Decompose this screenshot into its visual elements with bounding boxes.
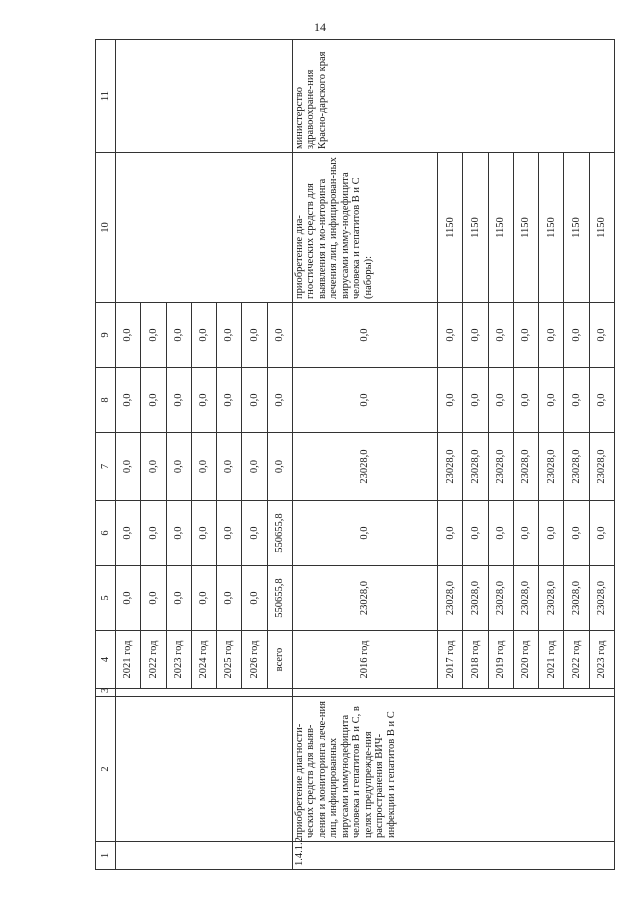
year-cell: 2018 год xyxy=(463,631,488,689)
empty-cell xyxy=(116,40,293,153)
value-cell: 23028,0 xyxy=(513,566,538,631)
col-header: 5 xyxy=(96,566,116,631)
value-cell: 23028,0 xyxy=(438,566,463,631)
value-cell: 0,0 xyxy=(539,303,564,368)
value-cell: 0,0 xyxy=(438,303,463,368)
value-cell: 0,0 xyxy=(589,368,614,433)
value-cell: 0,0 xyxy=(292,501,437,566)
value-cell: 0,0 xyxy=(589,303,614,368)
year-cell: 2024 год xyxy=(191,631,216,689)
value-cell: 0,0 xyxy=(564,368,589,433)
value-cell: 1150 xyxy=(438,153,463,303)
year-cell: 2019 год xyxy=(488,631,513,689)
value-cell: 0,0 xyxy=(539,368,564,433)
table-row xyxy=(116,40,141,870)
value-cell: 0,0 xyxy=(267,433,292,501)
year-cell: 2017 год xyxy=(438,631,463,689)
empty-cell xyxy=(116,153,293,303)
value-cell: 23028,0 xyxy=(589,566,614,631)
value-cell: 0,0 xyxy=(141,501,166,566)
program-table xyxy=(95,39,615,870)
value-cell: 0,0 xyxy=(217,368,242,433)
value-cell: 0,0 xyxy=(217,303,242,368)
year-cell: 2021 год xyxy=(116,631,141,689)
col-header: 7 xyxy=(96,433,116,501)
item-description: приобретение диагности-ческих средств для выяв-ления и мониторинга лече-ния лиц, инфицированных вирусами иммунодефицита человека и гепатитов В и С, в целях предупрежде-ния распространения ВИЧ-инфекции и гепатитов В и С xyxy=(292,697,614,842)
empty-cell xyxy=(116,689,293,697)
value-cell: 23028,0 xyxy=(488,433,513,501)
value-cell: 0,0 xyxy=(116,501,141,566)
value-cell: 1150 xyxy=(463,153,488,303)
col-header: 9 xyxy=(96,303,116,368)
col-header: 10 xyxy=(96,153,116,303)
value-cell: 0,0 xyxy=(513,501,538,566)
value-cell: 0,0 xyxy=(191,566,216,631)
col-header: 6 xyxy=(96,501,116,566)
value-cell: 0,0 xyxy=(513,368,538,433)
value-cell: 0,0 xyxy=(242,303,267,368)
value-cell: 23028,0 xyxy=(463,433,488,501)
value-cell: 0,0 xyxy=(438,501,463,566)
value-cell: 0,0 xyxy=(141,433,166,501)
indicator-text: приобретение диа-гностических средств для выявления и мо-ниторинга лечения лиц, инфицирован-ных вирусами имму-нодефицита человека и гепатитов В и С (наборы): xyxy=(293,157,374,299)
value-cell: 0,0 xyxy=(166,566,191,631)
value-cell: 0,0 xyxy=(166,433,191,501)
value-cell: 0,0 xyxy=(116,368,141,433)
value-cell: 1150 xyxy=(539,153,564,303)
value-cell: 0,0 xyxy=(564,303,589,368)
year-cell: 2020 год xyxy=(513,631,538,689)
year-cell: 2022 год xyxy=(141,631,166,689)
value-cell: 0,0 xyxy=(488,368,513,433)
value-cell: 23028,0 xyxy=(488,566,513,631)
value-cell: 0,0 xyxy=(488,501,513,566)
value-cell: 23028,0 xyxy=(539,433,564,501)
col-header: 8 xyxy=(96,368,116,433)
value-cell: 0,0 xyxy=(589,501,614,566)
header-row xyxy=(96,40,116,870)
empty-cell xyxy=(116,842,293,870)
value-cell: 0,0 xyxy=(116,433,141,501)
value-cell: 0,0 xyxy=(242,433,267,501)
value-cell: 23028,0 xyxy=(292,566,437,631)
year-cell: всего xyxy=(267,631,292,689)
empty-cell xyxy=(292,689,614,697)
value-cell: 23028,0 xyxy=(539,566,564,631)
value-cell: 0,0 xyxy=(463,368,488,433)
value-cell: 0,0 xyxy=(217,501,242,566)
col-header: 4 xyxy=(96,631,116,689)
value-cell: 0,0 xyxy=(116,303,141,368)
year-cell: 2016 год xyxy=(292,631,437,689)
value-cell: 0,0 xyxy=(488,303,513,368)
value-cell: 550655,8 xyxy=(267,566,292,631)
item-number: 1.4.1.2 xyxy=(292,842,614,870)
empty-cell xyxy=(116,697,293,842)
year-cell: 2025 год xyxy=(217,631,242,689)
value-cell: 23028,0 xyxy=(463,566,488,631)
year-cell: 2021 год xyxy=(539,631,564,689)
indicator-cell xyxy=(292,153,437,303)
value-cell: 0,0 xyxy=(292,368,437,433)
col-header: 1 xyxy=(96,842,116,870)
value-cell: 0,0 xyxy=(191,433,216,501)
value-cell: 1150 xyxy=(488,153,513,303)
rotated-table-wrapper xyxy=(95,40,615,870)
col-header: 3 xyxy=(96,689,116,697)
value-cell: 0,0 xyxy=(292,303,437,368)
value-cell: 0,0 xyxy=(116,566,141,631)
value-cell: 0,0 xyxy=(267,368,292,433)
value-cell: 0,0 xyxy=(463,303,488,368)
year-cell: 2023 год xyxy=(166,631,191,689)
responsible-cell: министерство здравоохране-ния Красно-дарского края xyxy=(292,40,614,153)
value-cell: 0,0 xyxy=(166,368,191,433)
value-cell: 0,0 xyxy=(166,303,191,368)
value-cell: 0,0 xyxy=(463,501,488,566)
value-cell: 0,0 xyxy=(242,501,267,566)
col-header: 11 xyxy=(96,40,116,153)
value-cell: 1150 xyxy=(564,153,589,303)
value-cell: 0,0 xyxy=(267,303,292,368)
value-cell: 0,0 xyxy=(242,566,267,631)
year-cell: 2022 год xyxy=(564,631,589,689)
year-cell: 2026 год xyxy=(242,631,267,689)
value-cell: 23028,0 xyxy=(438,433,463,501)
page-number: 14 xyxy=(314,20,326,34)
value-cell: 0,0 xyxy=(141,566,166,631)
value-cell: 23028,0 xyxy=(589,433,614,501)
value-cell: 23028,0 xyxy=(292,433,437,501)
table-row xyxy=(292,40,437,870)
value-cell: 0,0 xyxy=(539,501,564,566)
value-cell: 0,0 xyxy=(217,433,242,501)
year-cell: 2023 год xyxy=(589,631,614,689)
value-cell: 23028,0 xyxy=(513,433,538,501)
value-cell: 0,0 xyxy=(141,368,166,433)
value-cell: 0,0 xyxy=(564,501,589,566)
value-cell: 23028,0 xyxy=(564,566,589,631)
value-cell: 550655,8 xyxy=(267,501,292,566)
value-cell: 0,0 xyxy=(191,501,216,566)
value-cell: 0,0 xyxy=(166,501,191,566)
value-cell: 0,0 xyxy=(438,368,463,433)
value-cell: 0,0 xyxy=(217,566,242,631)
value-cell: 0,0 xyxy=(242,368,267,433)
value-cell: 0,0 xyxy=(513,303,538,368)
col-header: 2 xyxy=(96,697,116,842)
value-cell: 0,0 xyxy=(191,368,216,433)
value-cell: 1150 xyxy=(589,153,614,303)
value-cell: 0,0 xyxy=(141,303,166,368)
value-cell: 0,0 xyxy=(191,303,216,368)
value-cell: 23028,0 xyxy=(564,433,589,501)
value-cell: 1150 xyxy=(513,153,538,303)
